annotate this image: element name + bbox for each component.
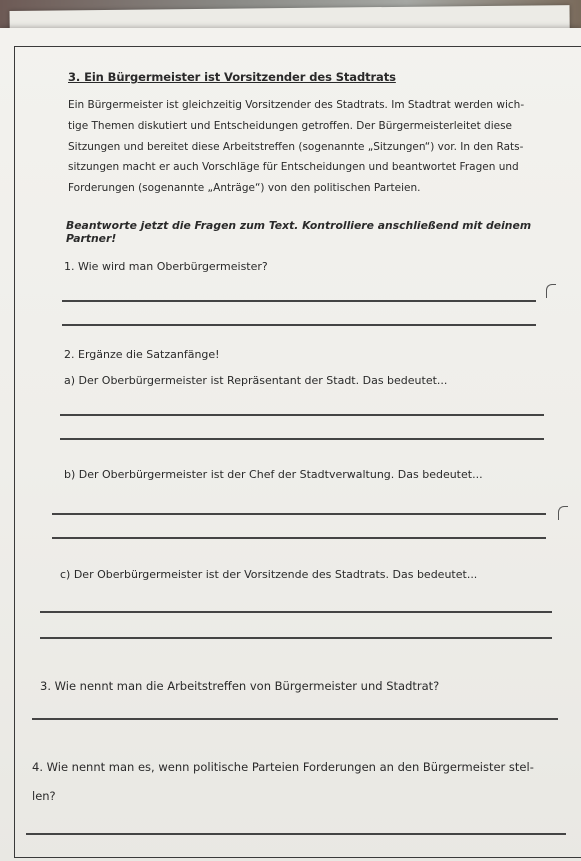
question-3: 3. Wie nennt man die Arbeitstreffen von Bürgermeister und Stadtrat? bbox=[40, 679, 440, 693]
question-2a: a) Der Oberbürgermeister ist Repräsentant der Stadt. Das bedeutet... bbox=[64, 374, 448, 387]
answer-line[interactable] bbox=[52, 537, 546, 539]
answer-line[interactable] bbox=[32, 718, 558, 720]
answer-line[interactable] bbox=[62, 324, 536, 326]
question-2c: c) Der Oberbürgermeister ist der Vorsitzende des Stadtrats. Das bedeutet... bbox=[60, 568, 478, 581]
question-4-continued: len? bbox=[32, 789, 56, 803]
answer-line[interactable] bbox=[52, 513, 546, 515]
answer-line[interactable] bbox=[40, 637, 552, 639]
task-instruction: Beantworte jetzt die Fragen zum Text. Kontrolliere anschließend mit deinem Partner! bbox=[66, 218, 532, 245]
paragraph-line: sitzungen macht er auch Vorschläge für Entscheidungen und beantwortet Fragen und bbox=[68, 161, 519, 174]
worksheet-page bbox=[0, 28, 581, 861]
paragraph-line: Forderungen (sogenannte „Anträge“) von den politischen Parteien. bbox=[68, 182, 421, 195]
question-4: 4. Wie nennt man es, wenn politische Parteien Forderungen an den Bürgermeister stel- bbox=[32, 760, 534, 774]
answer-line[interactable] bbox=[40, 611, 552, 613]
answer-line[interactable] bbox=[26, 833, 566, 835]
question-2: 2. Ergänze die Satzanfänge! bbox=[64, 348, 220, 361]
question-1: 1. Wie wird man Oberbürgermeister? bbox=[64, 260, 268, 273]
paragraph-line: Sitzungen und bereitet diese Arbeitstreffen (sogenannte „Sitzungen“) vor. In den Rats- bbox=[68, 140, 524, 153]
intro-paragraph bbox=[68, 95, 548, 199]
text-block bbox=[68, 70, 573, 245]
question-2b: b) Der Oberbürgermeister ist der Chef der Stadtverwaltung. Das bedeutet... bbox=[64, 468, 483, 481]
margin-mark bbox=[546, 284, 556, 298]
answer-line[interactable] bbox=[60, 438, 544, 440]
answer-line[interactable] bbox=[60, 414, 544, 416]
section-title: 3. Ein Bürgermeister ist Vorsitzender des Stadtrats bbox=[68, 70, 396, 84]
margin-mark bbox=[558, 506, 568, 520]
paragraph-line: tige Themen diskutiert und Entscheidungen getroffen. Der Bürgermeisterleitet diese bbox=[68, 119, 513, 132]
answer-line[interactable] bbox=[62, 300, 536, 302]
paragraph-line: Ein Bürgermeister ist gleichzeitig Vorsitzender des Stadtrats. Im Stadtrat werden wich- bbox=[68, 99, 525, 111]
